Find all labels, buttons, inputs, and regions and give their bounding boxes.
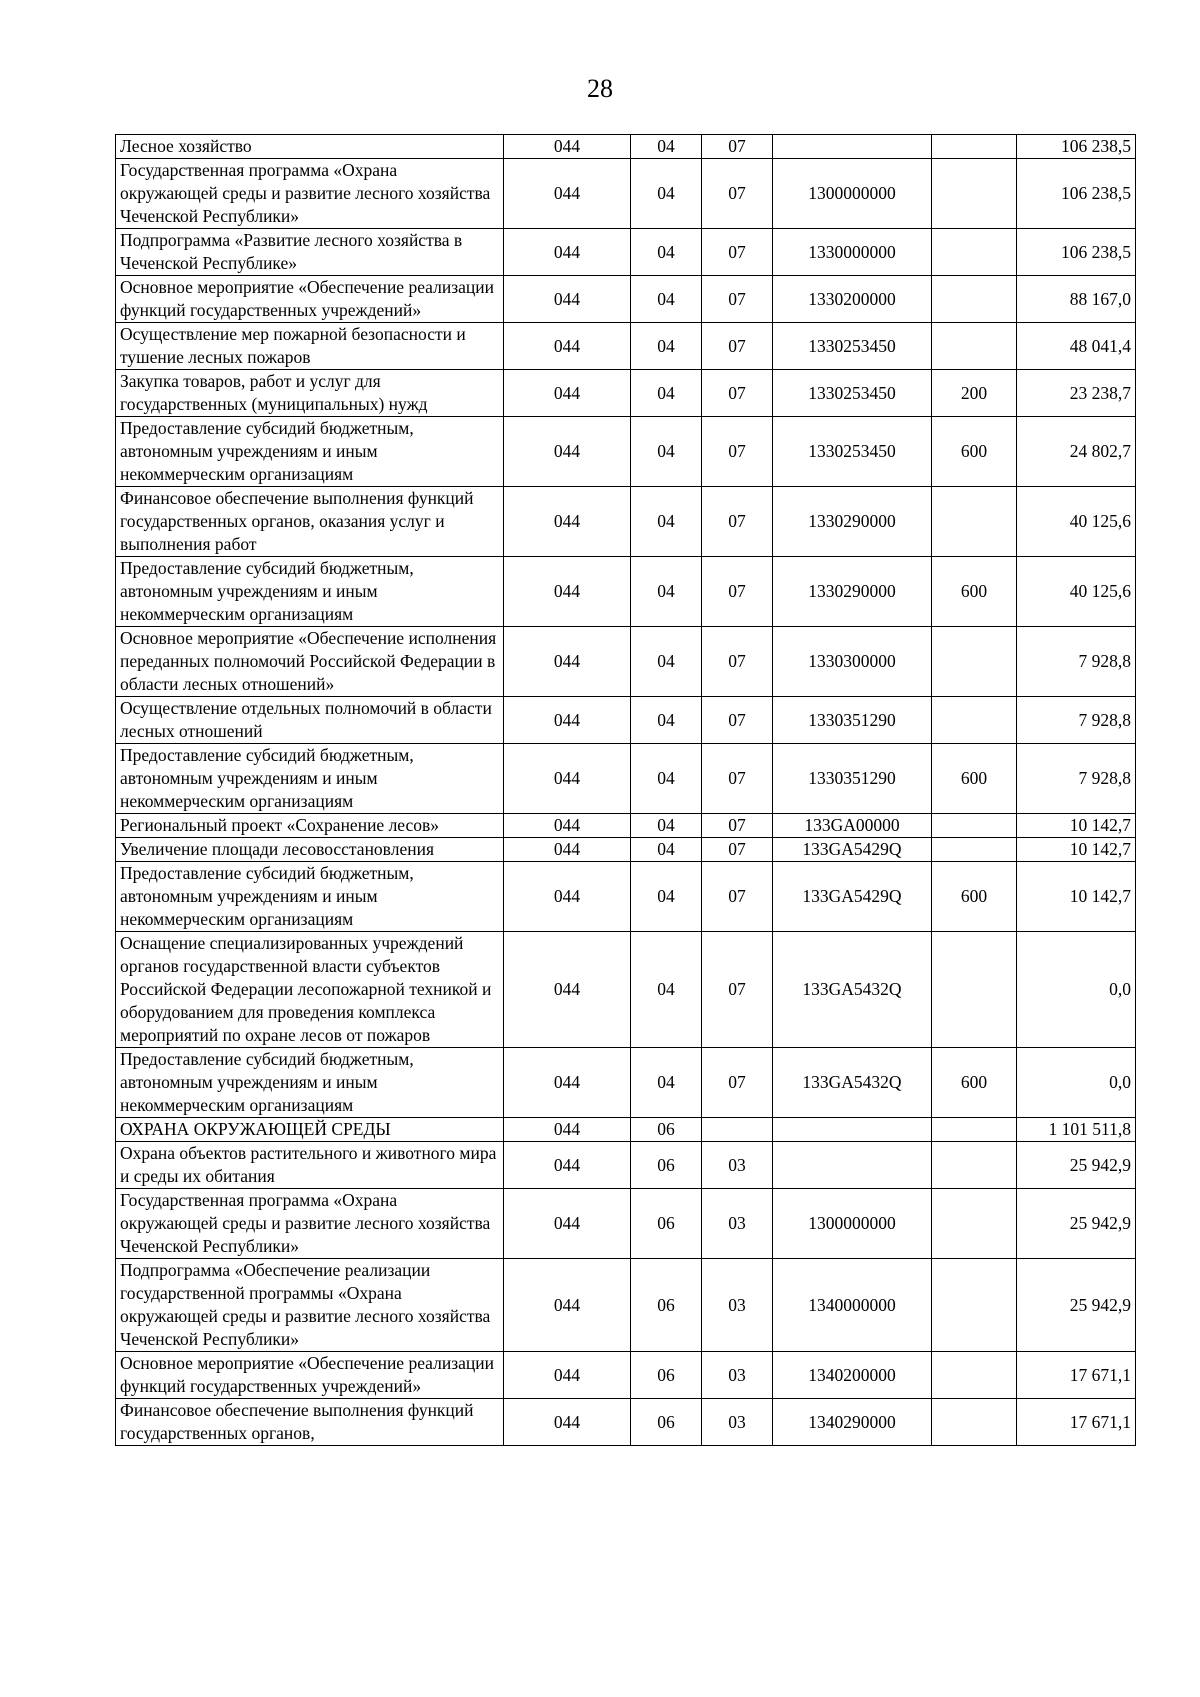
expense-type-cell — [932, 1118, 1017, 1142]
table-row — [116, 697, 1136, 744]
expense-type-cell — [932, 1142, 1017, 1189]
subsection-code-cell: 07 — [702, 862, 773, 932]
table-row — [116, 557, 1136, 627]
target-article-cell — [773, 1142, 932, 1189]
section-code-cell: 04 — [631, 417, 702, 487]
target-article-cell: 1340290000 — [773, 1399, 932, 1446]
section-code-cell: 06 — [631, 1142, 702, 1189]
target-article-cell: 1340000000 — [773, 1259, 932, 1352]
table-row — [116, 838, 1136, 862]
amount-cell: 25 942,9 — [1017, 1189, 1136, 1259]
section-code-cell: 04 — [631, 838, 702, 862]
subsection-code-cell: 07 — [702, 276, 773, 323]
target-article-cell: 1330253450 — [773, 417, 932, 487]
expense-type-cell — [932, 229, 1017, 276]
grbs-code-cell: 044 — [504, 370, 631, 417]
table-row — [116, 417, 1136, 487]
table-row — [116, 1259, 1136, 1352]
subsection-code-cell: 07 — [702, 135, 773, 159]
subsection-code-cell: 07 — [702, 323, 773, 370]
item-name-cell: Государственная программа «Охрана окружающей среды и развитие лесного хозяйства Чеченской Республики» — [116, 1189, 504, 1259]
subsection-code-cell: 07 — [702, 487, 773, 557]
item-name-cell: Лесное хозяйство — [116, 135, 504, 159]
target-article-cell: 1330200000 — [773, 276, 932, 323]
table-row — [116, 1352, 1136, 1399]
expense-type-cell — [932, 814, 1017, 838]
expense-type-cell — [932, 1259, 1017, 1352]
subsection-code-cell: 07 — [702, 744, 773, 814]
table-row — [116, 1118, 1136, 1142]
section-code-cell: 06 — [631, 1259, 702, 1352]
amount-cell: 0,0 — [1017, 932, 1136, 1048]
section-code-cell: 04 — [631, 557, 702, 627]
item-name-cell: Предоставление субсидий бюджетным, автономным учреждениям и иным некоммерческим организациям — [116, 744, 504, 814]
expense-type-cell — [932, 159, 1017, 229]
table-row — [116, 276, 1136, 323]
subsection-code-cell — [702, 1118, 773, 1142]
section-code-cell: 06 — [631, 1352, 702, 1399]
section-code-cell: 04 — [631, 135, 702, 159]
amount-cell: 40 125,6 — [1017, 487, 1136, 557]
table-row — [116, 1399, 1136, 1446]
grbs-code-cell: 044 — [504, 487, 631, 557]
grbs-code-cell: 044 — [504, 557, 631, 627]
item-name-cell: Основное мероприятие «Обеспечение реализации функций государственных учреждений» — [116, 276, 504, 323]
amount-cell: 106 238,5 — [1017, 135, 1136, 159]
table-row — [116, 627, 1136, 697]
amount-cell: 17 671,1 — [1017, 1399, 1136, 1446]
grbs-code-cell: 044 — [504, 1048, 631, 1118]
section-code-cell: 04 — [631, 229, 702, 276]
target-article-cell: 1340200000 — [773, 1352, 932, 1399]
expense-type-cell — [932, 697, 1017, 744]
subsection-code-cell: 07 — [702, 697, 773, 744]
table-row — [116, 229, 1136, 276]
target-article-cell: 1330351290 — [773, 744, 932, 814]
grbs-code-cell: 044 — [504, 932, 631, 1048]
section-code-cell: 04 — [631, 862, 702, 932]
table-row — [116, 487, 1136, 557]
expense-type-cell — [932, 323, 1017, 370]
amount-cell: 10 142,7 — [1017, 838, 1136, 862]
grbs-code-cell: 044 — [504, 1189, 631, 1259]
amount-cell: 48 041,4 — [1017, 323, 1136, 370]
grbs-code-cell: 044 — [504, 1352, 631, 1399]
table-row — [116, 159, 1136, 229]
expense-type-cell: 200 — [932, 370, 1017, 417]
grbs-code-cell: 044 — [504, 1259, 631, 1352]
subsection-code-cell: 07 — [702, 838, 773, 862]
target-article-cell: 133GA5429Q — [773, 862, 932, 932]
amount-cell: 25 942,9 — [1017, 1259, 1136, 1352]
item-name-cell: Подпрограмма «Развитие лесного хозяйства в Чеченской Республике» — [116, 229, 504, 276]
budget-table — [115, 134, 1136, 1446]
item-name-cell: Основное мероприятие «Обеспечение исполнения переданных полномочий Российской Федерации в области лесных отношений» — [116, 627, 504, 697]
expense-type-cell — [932, 1399, 1017, 1446]
item-name-cell: Оснащение специализированных учреждений органов государственной власти субъектов Российской Федерации лесопожарной техникой и оборудованием для проведения комплекса мероприятий по охране лесов от пожаров — [116, 932, 504, 1048]
grbs-code-cell: 044 — [504, 744, 631, 814]
subsection-code-cell: 03 — [702, 1399, 773, 1446]
subsection-code-cell: 07 — [702, 229, 773, 276]
table-row — [116, 370, 1136, 417]
item-name-cell: Подпрограмма «Обеспечение реализации государственной программы «Охрана окружающей среды и развитие лесного хозяйства Чеченской Республики» — [116, 1259, 504, 1352]
expense-type-cell: 600 — [932, 417, 1017, 487]
grbs-code-cell: 044 — [504, 1118, 631, 1142]
expense-type-cell — [932, 1189, 1017, 1259]
grbs-code-cell: 044 — [504, 838, 631, 862]
target-article-cell — [773, 1118, 932, 1142]
table-row — [116, 932, 1136, 1048]
item-name-cell: Предоставление субсидий бюджетным, автономным учреждениям и иным некоммерческим организациям — [116, 557, 504, 627]
amount-cell: 7 928,8 — [1017, 627, 1136, 697]
amount-cell: 88 167,0 — [1017, 276, 1136, 323]
subsection-code-cell: 07 — [702, 557, 773, 627]
subsection-code-cell: 03 — [702, 1259, 773, 1352]
target-article-cell: 133GA5432Q — [773, 932, 932, 1048]
table-row — [116, 323, 1136, 370]
grbs-code-cell: 044 — [504, 862, 631, 932]
item-name-cell: Осуществление отдельных полномочий в области лесных отношений — [116, 697, 504, 744]
expense-type-cell: 600 — [932, 557, 1017, 627]
grbs-code-cell: 044 — [504, 323, 631, 370]
target-article-cell: 1330290000 — [773, 487, 932, 557]
section-code-cell: 04 — [631, 276, 702, 323]
grbs-code-cell: 044 — [504, 159, 631, 229]
expense-type-cell: 600 — [932, 1048, 1017, 1118]
amount-cell: 40 125,6 — [1017, 557, 1136, 627]
subsection-code-cell: 07 — [702, 627, 773, 697]
grbs-code-cell: 044 — [504, 1399, 631, 1446]
table-body — [116, 135, 1136, 1446]
subsection-code-cell: 07 — [702, 417, 773, 487]
target-article-cell: 133GA5429Q — [773, 838, 932, 862]
item-name-cell: Государственная программа «Охрана окружающей среды и развитие лесного хозяйства Чеченской Республики» — [116, 159, 504, 229]
grbs-code-cell: 044 — [504, 1142, 631, 1189]
target-article-cell — [773, 135, 932, 159]
target-article-cell: 133GA00000 — [773, 814, 932, 838]
amount-cell: 23 238,7 — [1017, 370, 1136, 417]
item-name-cell: Осуществление мер пожарной безопасности и тушение лесных пожаров — [116, 323, 504, 370]
table-row — [116, 1048, 1136, 1118]
section-code-cell: 04 — [631, 814, 702, 838]
target-article-cell: 1330290000 — [773, 557, 932, 627]
grbs-code-cell: 044 — [504, 276, 631, 323]
amount-cell: 10 142,7 — [1017, 862, 1136, 932]
amount-cell: 7 928,8 — [1017, 697, 1136, 744]
section-code-cell: 06 — [631, 1189, 702, 1259]
table-row — [116, 744, 1136, 814]
item-name-cell: Предоставление субсидий бюджетным, автономным учреждениям и иным некоммерческим организациям — [116, 417, 504, 487]
amount-cell: 1 101 511,8 — [1017, 1118, 1136, 1142]
grbs-code-cell: 044 — [504, 697, 631, 744]
section-code-cell: 04 — [631, 323, 702, 370]
amount-cell: 0,0 — [1017, 1048, 1136, 1118]
item-name-cell: Увеличение площади лесовосстановления — [116, 838, 504, 862]
page-number: 28 — [587, 74, 613, 103]
target-article-cell: 1300000000 — [773, 1189, 932, 1259]
amount-cell: 24 802,7 — [1017, 417, 1136, 487]
item-name-cell: Предоставление субсидий бюджетным, автономным учреждениям и иным некоммерческим организациям — [116, 1048, 504, 1118]
table-row — [116, 1142, 1136, 1189]
table-row — [116, 814, 1136, 838]
table-row — [116, 135, 1136, 159]
section-code-cell: 04 — [631, 1048, 702, 1118]
section-code-cell: 04 — [631, 932, 702, 1048]
item-name-cell: Охрана объектов растительного и животного мира и среды их обитания — [116, 1142, 504, 1189]
subsection-code-cell: 07 — [702, 932, 773, 1048]
table-row — [116, 862, 1136, 932]
section-code-cell: 06 — [631, 1399, 702, 1446]
expense-type-cell: 600 — [932, 744, 1017, 814]
expense-type-cell: 600 — [932, 862, 1017, 932]
item-name-cell: Закупка товаров, работ и услуг для государственных (муниципальных) нужд — [116, 370, 504, 417]
expense-type-cell — [932, 276, 1017, 323]
target-article-cell: 1330000000 — [773, 229, 932, 276]
expense-type-cell — [932, 838, 1017, 862]
grbs-code-cell: 044 — [504, 627, 631, 697]
section-code-cell: 06 — [631, 1118, 702, 1142]
target-article-cell: 1330253450 — [773, 370, 932, 417]
section-code-cell: 04 — [631, 159, 702, 229]
amount-cell: 106 238,5 — [1017, 159, 1136, 229]
section-code-cell: 04 — [631, 487, 702, 557]
grbs-code-cell: 044 — [504, 135, 631, 159]
expense-type-cell — [932, 932, 1017, 1048]
target-article-cell: 1330253450 — [773, 323, 932, 370]
section-code-cell: 04 — [631, 370, 702, 417]
amount-cell: 25 942,9 — [1017, 1142, 1136, 1189]
subsection-code-cell: 07 — [702, 370, 773, 417]
subsection-code-cell: 03 — [702, 1189, 773, 1259]
subsection-code-cell: 03 — [702, 1352, 773, 1399]
item-name-cell: Предоставление субсидий бюджетным, автономным учреждениям и иным некоммерческим организациям — [116, 862, 504, 932]
section-code-cell: 04 — [631, 697, 702, 744]
expense-type-cell — [932, 627, 1017, 697]
amount-cell: 10 142,7 — [1017, 814, 1136, 838]
amount-cell: 17 671,1 — [1017, 1352, 1136, 1399]
grbs-code-cell: 044 — [504, 417, 631, 487]
subsection-code-cell: 03 — [702, 1142, 773, 1189]
subsection-code-cell: 07 — [702, 814, 773, 838]
amount-cell: 106 238,5 — [1017, 229, 1136, 276]
expense-type-cell — [932, 1352, 1017, 1399]
amount-cell: 7 928,8 — [1017, 744, 1136, 814]
expense-type-cell — [932, 487, 1017, 557]
subsection-code-cell: 07 — [702, 1048, 773, 1118]
target-article-cell: 1330351290 — [773, 697, 932, 744]
subsection-code-cell: 07 — [702, 159, 773, 229]
section-code-cell: 04 — [631, 627, 702, 697]
target-article-cell: 1300000000 — [773, 159, 932, 229]
item-name-cell: Финансовое обеспечение выполнения функций государственных органов, оказания услуг и выполнения работ — [116, 487, 504, 557]
target-article-cell: 133GA5432Q — [773, 1048, 932, 1118]
target-article-cell: 1330300000 — [773, 627, 932, 697]
item-name-cell: Региональный проект «Сохранение лесов» — [116, 814, 504, 838]
item-name-cell: ОХРАНА ОКРУЖАЮЩЕЙ СРЕДЫ — [116, 1118, 504, 1142]
table-row — [116, 1189, 1136, 1259]
item-name-cell: Финансовое обеспечение выполнения функций государственных органов, — [116, 1399, 504, 1446]
expense-type-cell — [932, 135, 1017, 159]
item-name-cell: Основное мероприятие «Обеспечение реализации функций государственных учреждений» — [116, 1352, 504, 1399]
grbs-code-cell: 044 — [504, 229, 631, 276]
section-code-cell: 04 — [631, 744, 702, 814]
grbs-code-cell: 044 — [504, 814, 631, 838]
